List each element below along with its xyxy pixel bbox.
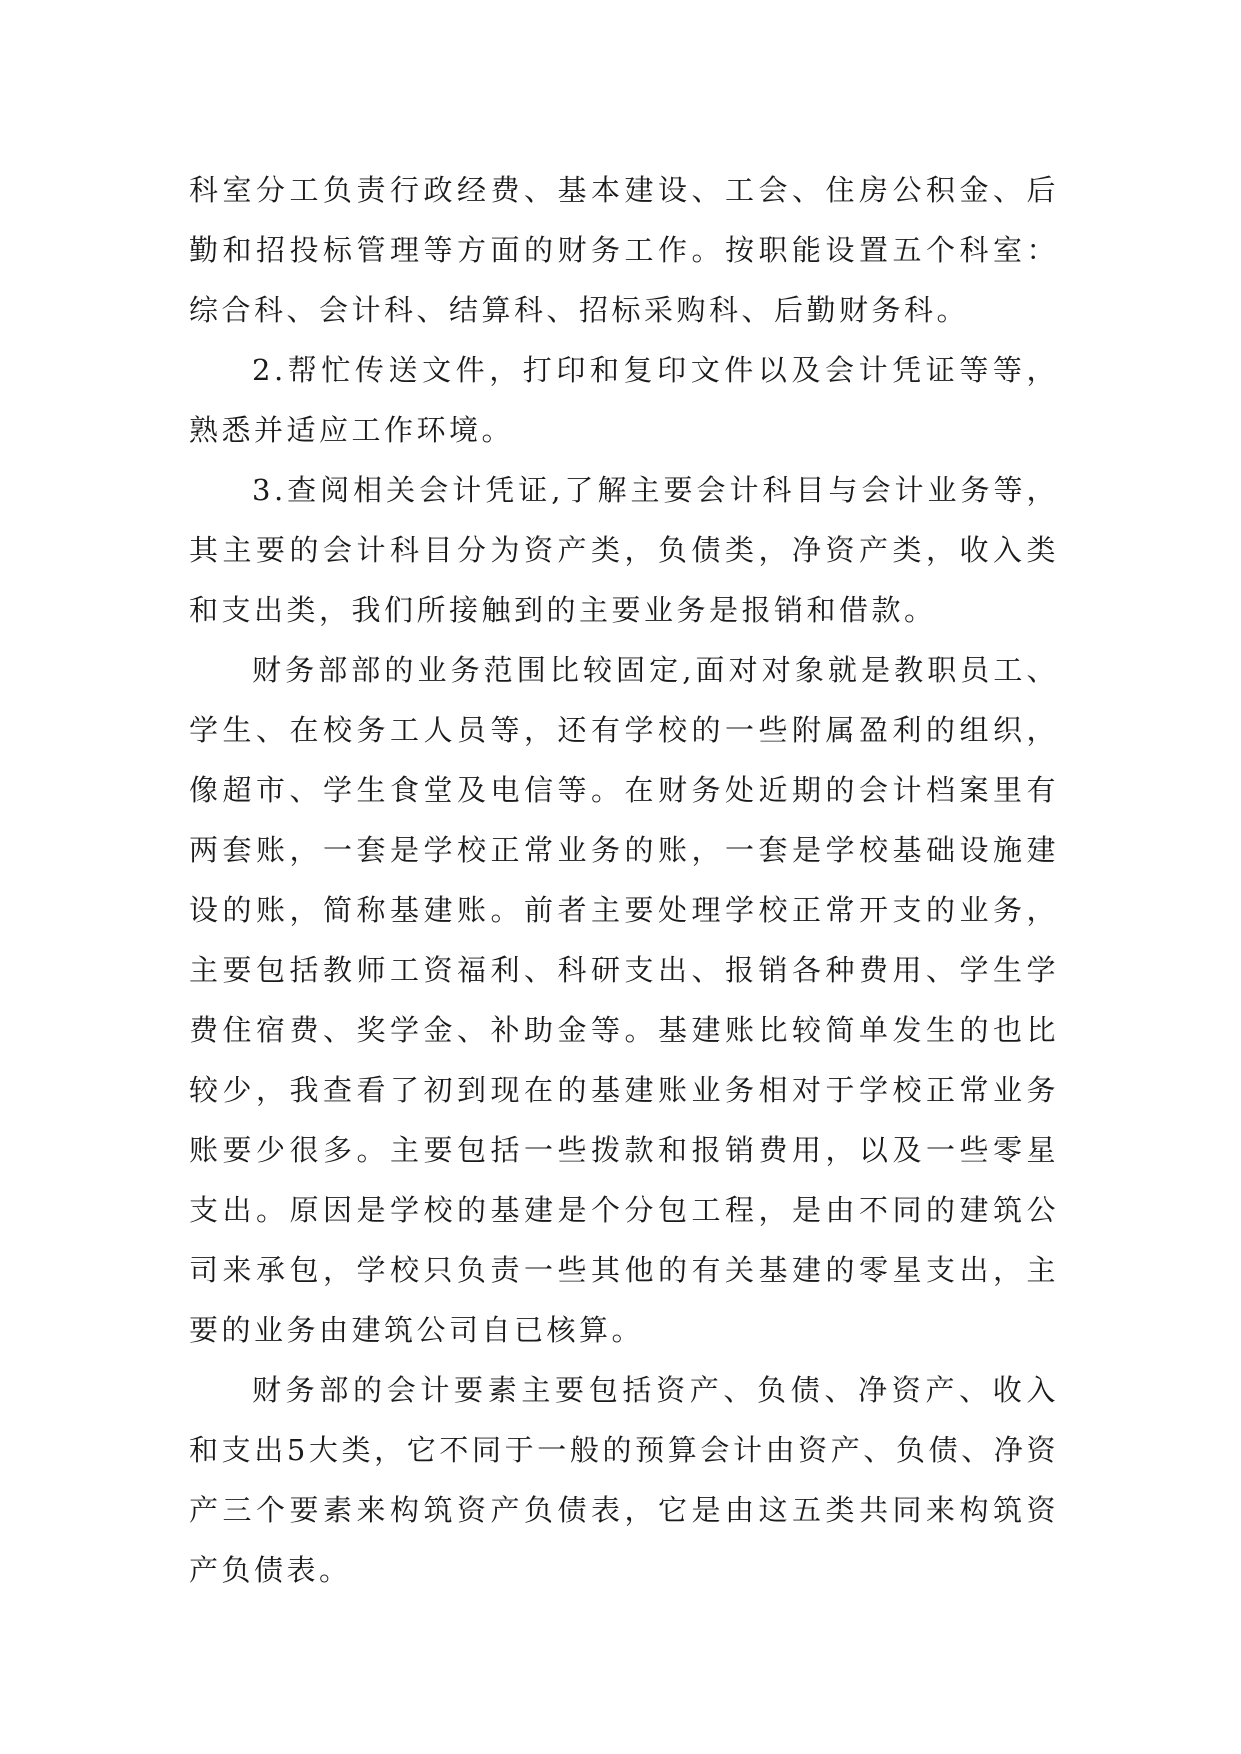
paragraph-4: 财务部部的业务范围比较固定,面对对象就是教职员工、学生、在校务工人员等，还有学校的一些附属盈利的组织，像超市、学生食堂及电信等。在财务处近期的会计档案里有两套账，一套是学校正常业务的账，一套是学校基础设施建设的账，简称基建账。前者主要处理学校正常开支的业务，主要包括教师工资福利、科研支出、报销各种费用、学生学费住宿费、奖学金、补助金等。基建账比较简单发生的也比较少，我查看了初到现在的基建账业务相对于学校正常业务账要少很多。主要包括一些拨款和报销费用，以及一些零星支出。原因是学校的基建是个分包工程，是由不同的建筑公司来承包，学校只负责一些其他的有关基建的零星支出，主要的业务由建筑公司自已核算。 — [189, 653, 1059, 1347]
paragraph-5: 财务部的会计要素主要包括资产、负债、净资产、收入和支出5大类，它不同于一般的预算会计由资产、负债、净资产三个要素来构筑资产负债表，它是由这五类共同来构筑资产负债表。 — [189, 1373, 1059, 1587]
paragraph-2: 2.帮忙传送文件，打印和复印文件以及会计凭证等等，熟悉并适应工作环境。 — [189, 353, 1059, 447]
paragraph-3: 3.查阅相关会计凭证,了解主要会计科目与会计业务等，其主要的会计科目分为资产类，负债类，净资产类，收入类和支出类，我们所接触到的主要业务是报销和借款。 — [189, 473, 1059, 627]
paragraph-1: 科室分工负责行政经费、基本建设、工会、住房公积金、后勤和招投标管理等方面的财务工作。按职能设置五个科室：综合科、会计科、结算科、招标采购科、后勤财务科。 — [189, 173, 1059, 327]
document-body — [189, 160, 1059, 1600]
